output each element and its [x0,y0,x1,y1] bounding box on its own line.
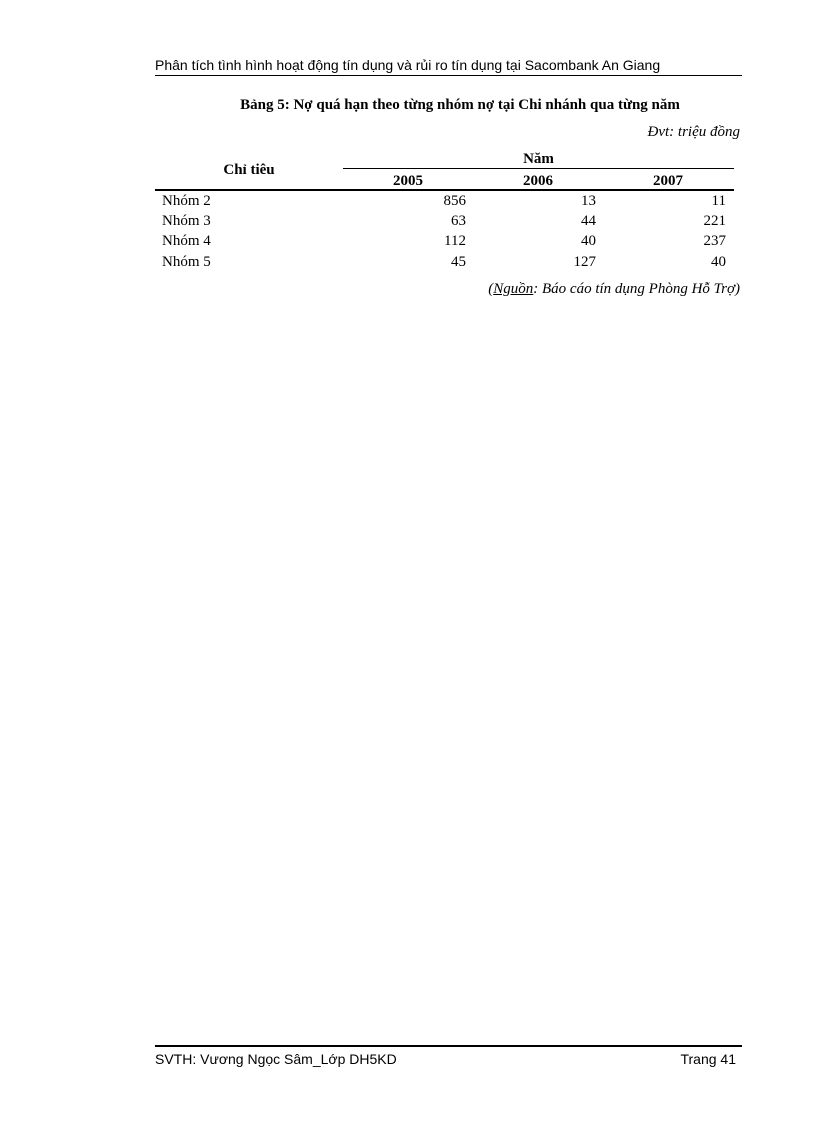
page-header-title: Phân tích tình hình hoạt động tín dụng và rủi ro tín dụng tại Sacombank An Giang [155,57,661,73]
cell-2007: 40 [711,254,726,270]
year-header-2007: 2007 [653,173,683,189]
cell-2006: 40 [581,233,596,249]
cell-2005: 856 [443,193,466,209]
cell-2005: 45 [451,254,466,270]
footer-page-number: Trang 41 [680,1051,736,1067]
cell-2005: 112 [444,233,466,249]
row-label: Nhóm 4 [162,233,211,249]
table-source-note [488,279,740,299]
year-group-divider [343,168,734,169]
row-label: Nhóm 2 [162,193,211,209]
header-divider [155,75,742,76]
cell-2007: 237 [703,233,726,249]
cell-2007: 221 [703,213,726,229]
cell-2005: 63 [451,213,466,229]
row-label: Nhóm 3 [162,213,211,229]
table-row [155,211,734,231]
source-text: : Báo cáo tín dụng Phòng Hỗ Trợ) [533,281,740,297]
table-unit: Đvt: triệu đồng [647,124,740,140]
source-open-paren: ( [488,281,494,297]
row-label: Nhóm 5 [162,254,211,270]
year-header-2005: 2005 [393,173,423,189]
row-header-label: Chỉ tiêu [223,162,275,178]
cell-2006: 127 [573,254,596,270]
table-title: Bảng 5: Nợ quá hạn theo từng nhóm nợ tại Chi nhánh qua từng năm [240,97,680,113]
footer-divider [155,1045,742,1047]
source-key: Nguồn [493,281,534,297]
cell-2006: 44 [581,213,596,229]
cell-2006: 13 [581,193,596,209]
footer-author: SVTH: Vương Ngọc Sâm_Lớp DH5KD [155,1051,397,1067]
cell-2007: 11 [711,193,726,209]
table-row [155,191,734,211]
year-group-header: Năm [523,151,554,167]
year-header-2006: 2006 [523,173,553,189]
table-row [155,252,734,272]
table-row [155,231,734,251]
